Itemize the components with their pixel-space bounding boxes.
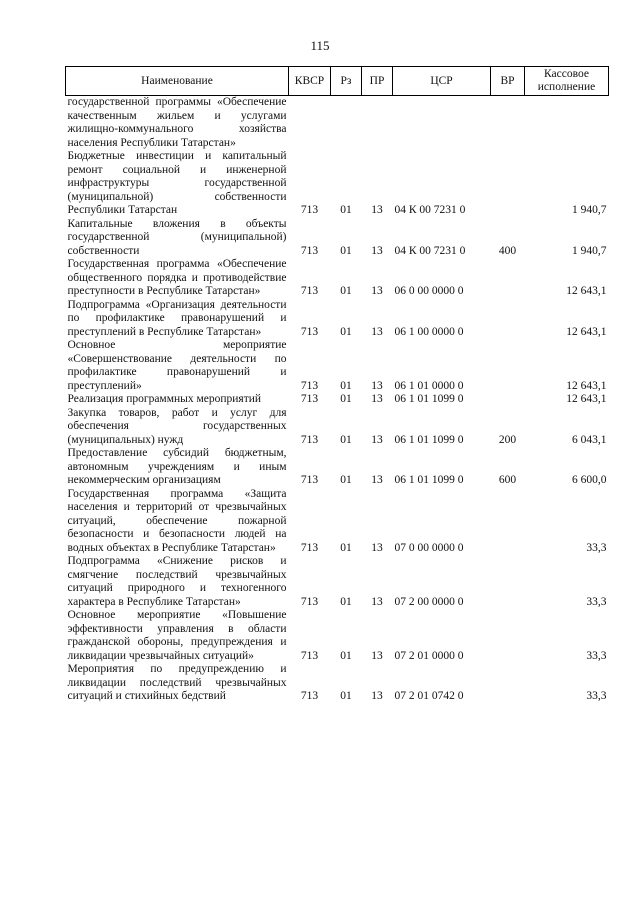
- row-sum: 6 043,1: [572, 433, 607, 446]
- table-row: [66, 150, 609, 218]
- row-name: Капитальные вложения в объекты государственной (муниципальной) собственности: [67, 217, 287, 257]
- table-row: [66, 393, 609, 407]
- row-csr: 07 2 01 0742 0: [394, 690, 464, 702]
- table-row: [66, 663, 609, 704]
- row-csr: 06 1 01 1099 0: [394, 393, 464, 405]
- row-sum: 12 643,1: [566, 379, 607, 392]
- page-number: 115: [310, 38, 330, 53]
- row-sum: 12 643,1: [566, 285, 607, 297]
- row-vr: 600: [498, 474, 517, 486]
- row-rz: 01: [340, 433, 352, 446]
- row-vr: [491, 393, 525, 407]
- row-rz: 01: [340, 204, 352, 216]
- header-csr: ЦСР: [393, 67, 491, 96]
- row-pr: 13: [371, 285, 383, 297]
- table-row: [66, 407, 609, 448]
- header-vr: ВР: [491, 67, 525, 96]
- row-rz: 01: [340, 285, 352, 297]
- row-csr: 07 0 00 0000 0: [394, 541, 464, 554]
- row-sum: 33,3: [586, 595, 607, 608]
- table-row: [66, 339, 609, 393]
- row-pr: 13: [371, 393, 383, 405]
- row-rz: 01: [340, 690, 352, 702]
- row-kvsr: 713: [300, 325, 319, 338]
- row-kvsr: 713: [300, 244, 319, 257]
- row-csr: 06 1 01 1099 0: [394, 433, 464, 446]
- row-rz: 01: [340, 474, 352, 486]
- row-kvsr: 713: [300, 433, 319, 446]
- row-pr: 13: [371, 690, 383, 702]
- row-name: Предоставление субсидий бюджетным, автономным учреждениям и иным некоммерческим организациям: [67, 447, 287, 486]
- row-pr: 13: [371, 433, 383, 446]
- row-name: Основное мероприятие «Совершенствование деятельности по профилактике правонарушений и преступлений»: [67, 339, 287, 392]
- row-kvsr: 713: [300, 595, 319, 608]
- row-sum: 1 940,7: [572, 204, 607, 216]
- row-kvsr: [289, 96, 331, 151]
- row-pr: 13: [371, 325, 383, 338]
- table-row: [66, 609, 609, 663]
- row-sum: 12 643,1: [566, 393, 607, 405]
- row-kvsr: 713: [300, 379, 319, 392]
- row-rz: 01: [340, 595, 352, 608]
- row-name: Бюджетные инвестиции и капитальный ремонт социальной и инженерной инфраструктуры государственной (муниципальной) собственности Республики Татарстан: [67, 150, 287, 216]
- header-sum: Кассовое исполнение: [525, 67, 609, 96]
- row-name: Государственная программа «Обеспечение общественного порядка и противодействие преступности в Республике Татарстан»: [67, 258, 287, 297]
- row-csr: 06 1 01 0000 0: [394, 379, 464, 392]
- row-csr: [393, 96, 491, 151]
- row-sum: 1 940,7: [572, 244, 607, 257]
- header-name: Наименование: [66, 67, 289, 96]
- row-kvsr: 713: [300, 285, 319, 297]
- row-sum: 33,3: [586, 541, 607, 554]
- row-vr: 400: [498, 244, 517, 257]
- row-rz: 01: [340, 541, 352, 554]
- row-name: государственной программы «Обеспечение качественным жильем и услугами жилищно-коммунального хозяйства населения Республики Татарстан»: [67, 96, 287, 149]
- row-pr: 13: [371, 379, 383, 392]
- row-vr: [491, 339, 525, 393]
- row-name: Закупка товаров, работ и услуг для обеспечения государственных (муниципальных) нужд: [67, 406, 287, 446]
- row-sum: 12 643,1: [566, 325, 607, 338]
- table-row: [66, 96, 609, 151]
- row-vr: [491, 299, 525, 340]
- table-row: [66, 555, 609, 609]
- row-csr: 04 К 00 7231 0: [394, 244, 466, 257]
- row-csr: 07 2 00 0000 0: [394, 595, 464, 608]
- row-rz: 01: [340, 649, 352, 662]
- row-vr: [491, 663, 525, 704]
- table-row: [66, 258, 609, 299]
- row-vr: 200: [498, 433, 517, 446]
- row-rz: 01: [340, 325, 352, 338]
- row-name: Подпрограмма «Снижение рисков и смягчение последствий чрезвычайных ситуаций природного и техногенного характера в Республике Татарстан»: [67, 555, 287, 608]
- row-pr: 13: [371, 204, 383, 216]
- table-row: [66, 299, 609, 340]
- row-sum: 33,3: [586, 690, 607, 702]
- header-pr: ПР: [362, 67, 393, 96]
- row-csr: 06 1 01 1099 0: [394, 474, 464, 486]
- row-csr: 04 К 00 7231 0: [394, 204, 466, 216]
- row-vr: [491, 150, 525, 218]
- row-csr: 07 2 01 0000 0: [394, 649, 464, 662]
- table-header-row: [66, 67, 609, 96]
- row-rz: 01: [340, 393, 352, 405]
- row-kvsr: 713: [300, 474, 319, 486]
- row-vr: [491, 96, 525, 151]
- table-row: [66, 218, 609, 259]
- row-pr: 13: [371, 649, 383, 662]
- table-row: [66, 447, 609, 488]
- row-rz: [331, 96, 362, 151]
- row-pr: 13: [371, 474, 383, 486]
- row-pr: 13: [371, 541, 383, 554]
- row-kvsr: 713: [300, 690, 319, 702]
- row-vr: [491, 258, 525, 299]
- row-vr: [491, 609, 525, 663]
- table-row: [66, 488, 609, 556]
- row-csr: 06 1 00 0000 0: [394, 325, 464, 338]
- row-kvsr: 713: [300, 649, 319, 662]
- row-pr: 13: [371, 244, 383, 257]
- row-kvsr: 713: [300, 393, 319, 405]
- row-name: Мероприятия по предупреждению и ликвидации последствий чрезвычайных ситуаций и стихийных бедствий: [67, 663, 287, 702]
- row-name: Подпрограмма «Организация деятельности по профилактике правонарушений и преступлений в Республике Татарстан»: [67, 298, 287, 338]
- header-rz: Рз: [331, 67, 362, 96]
- row-csr: 06 0 00 0000 0: [394, 285, 464, 297]
- row-kvsr: 713: [300, 541, 319, 554]
- row-sum: 33,3: [586, 649, 607, 662]
- row-rz: 01: [340, 379, 352, 392]
- budget-table: [65, 66, 609, 704]
- header-kvsr: КВСР: [289, 67, 331, 96]
- row-sum: [525, 96, 609, 151]
- row-kvsr: 713: [300, 204, 319, 216]
- row-name: Основное мероприятие «Повышение эффективности управления в области гражданской обороны, предупреждения и ликвидации чрезвычайных ситуаций»: [67, 609, 287, 662]
- row-sum: 6 600,0: [572, 474, 607, 486]
- row-vr: [491, 555, 525, 609]
- row-pr: [362, 96, 393, 151]
- row-vr: [491, 488, 525, 556]
- row-name: Государственная программа «Защита населения и территорий от чрезвычайных ситуаций, обеспечение пожарной безопасности и безопасности людей на водных объектах в Республике Татарстан»: [67, 487, 287, 554]
- row-name: Реализация программных мероприятий: [67, 393, 262, 405]
- row-rz: 01: [340, 244, 352, 257]
- row-pr: 13: [371, 595, 383, 608]
